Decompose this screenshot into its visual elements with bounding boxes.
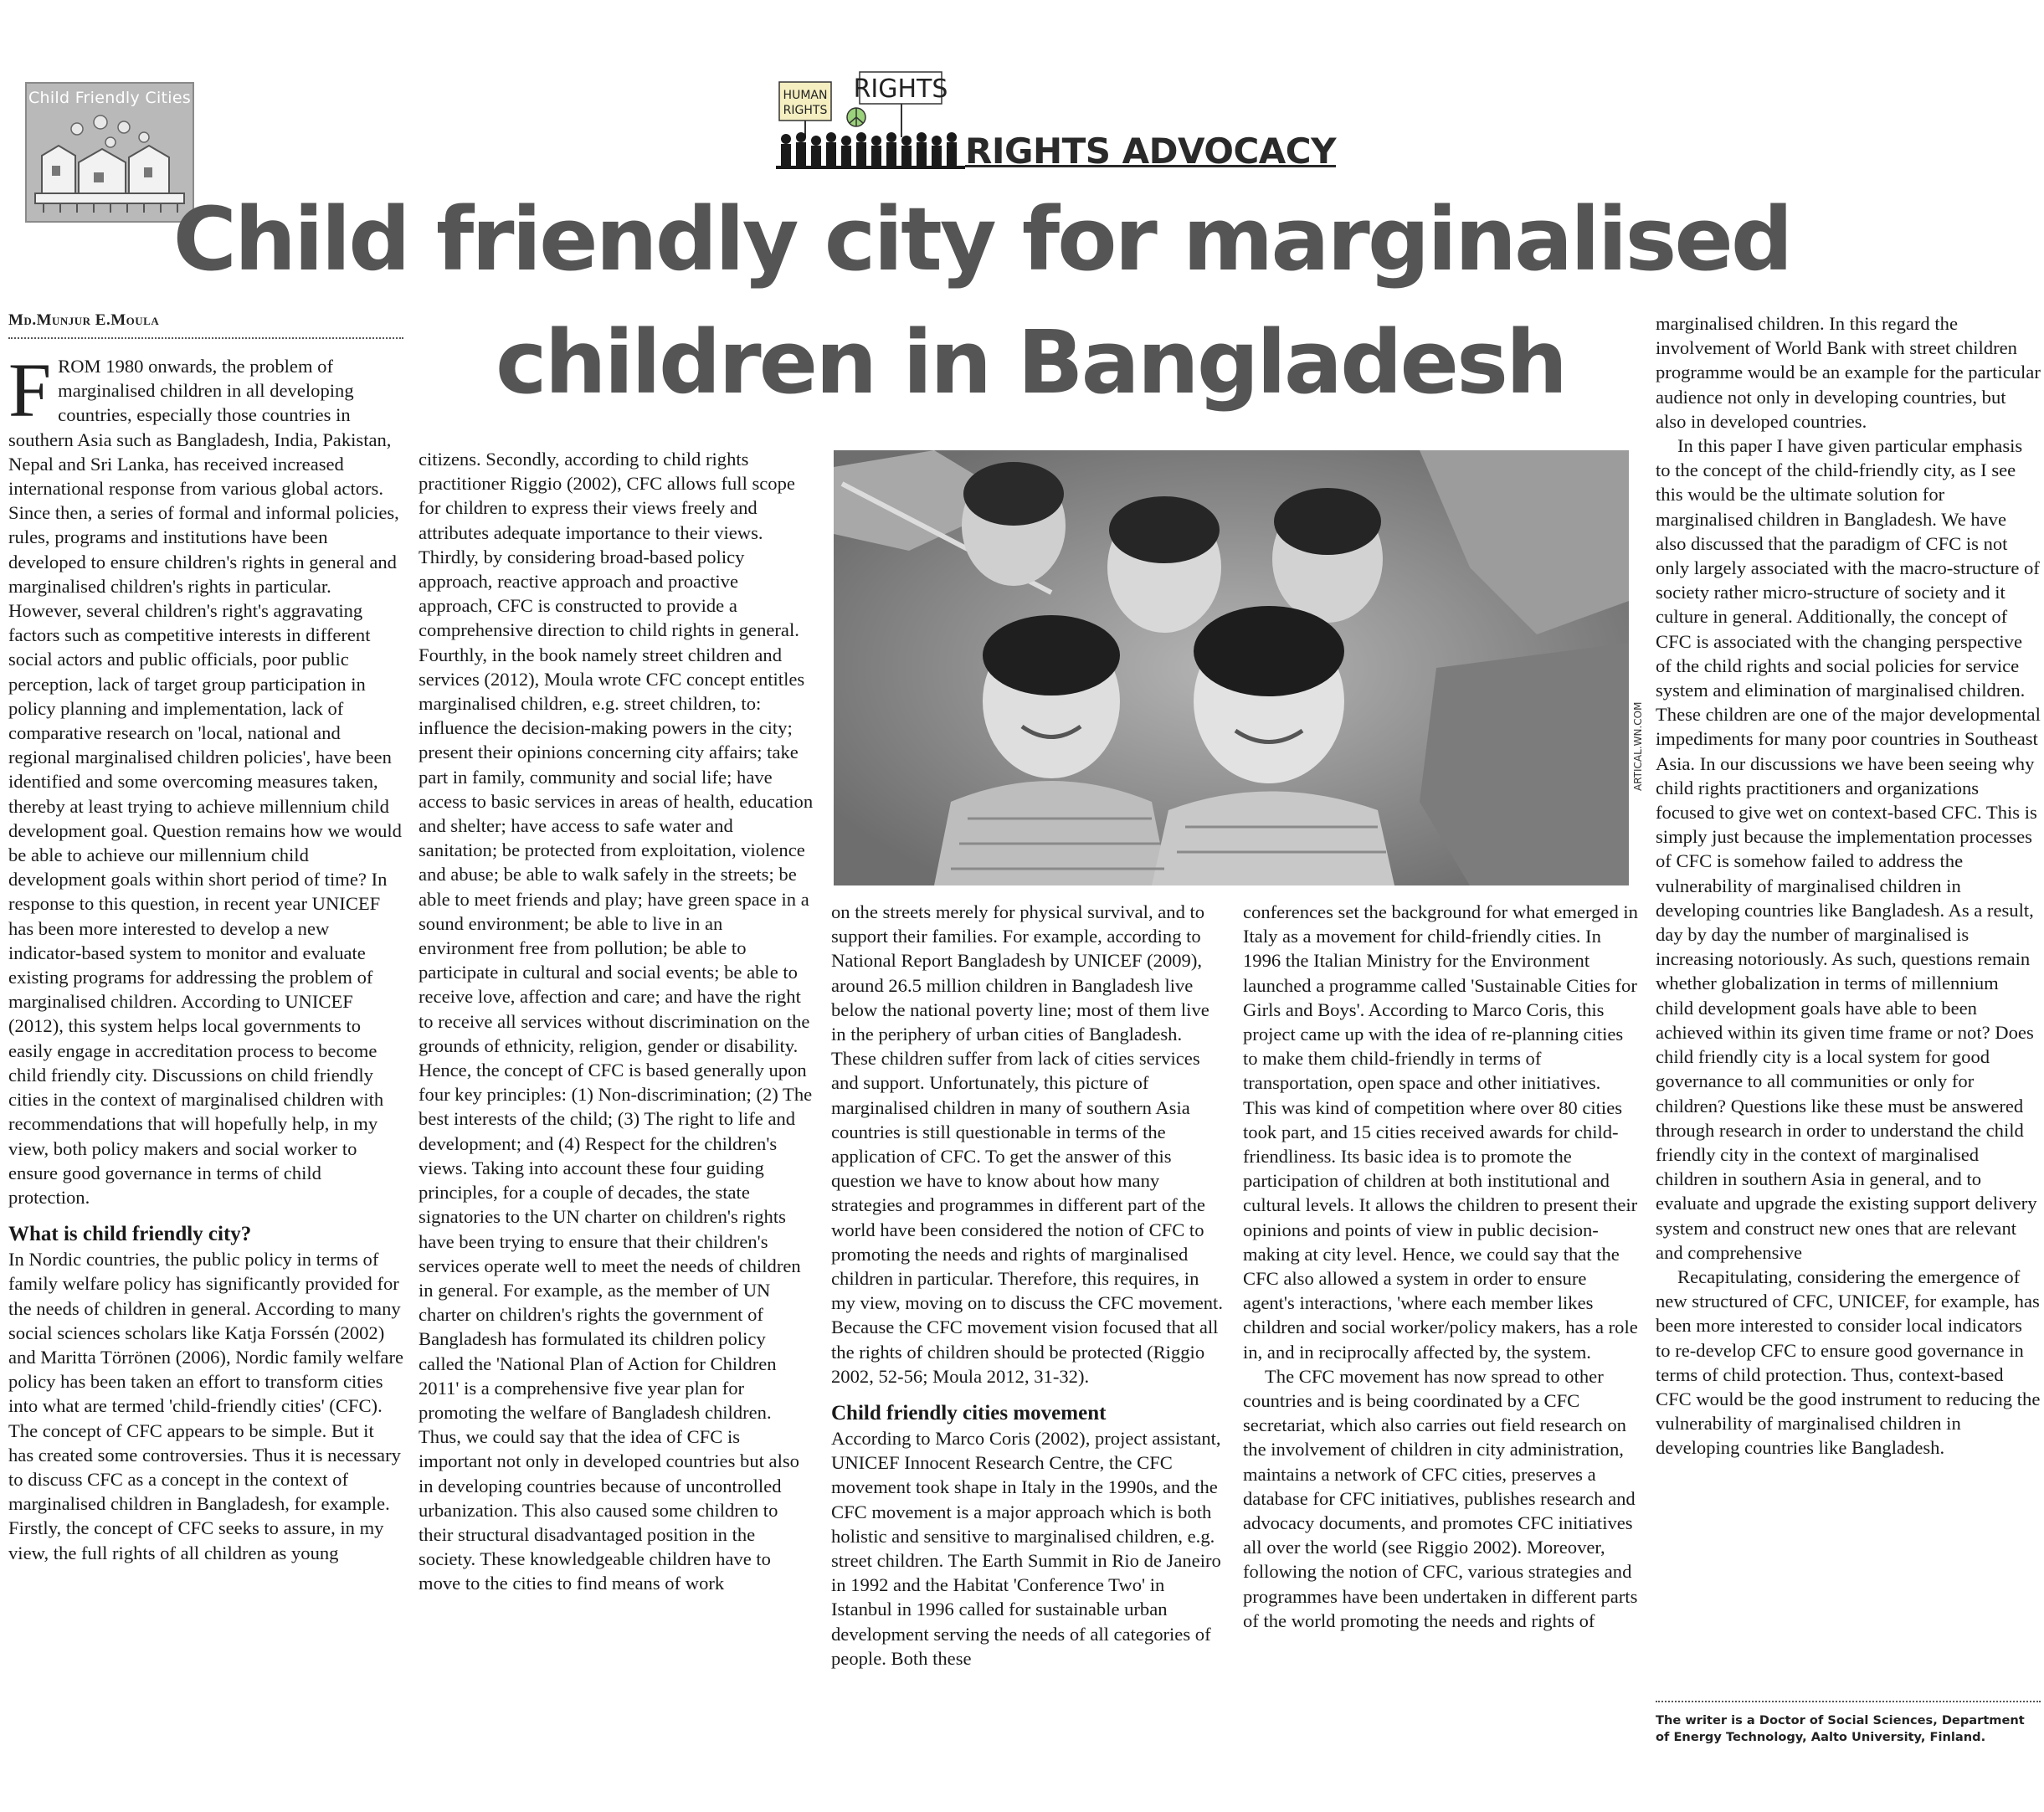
- paragraph: The CFC movement has now spread to other countries and is being coordinated by a CFC secretariat, which also carries out field research on the involvement of children in city administration, maintains a network of CFC cities, preserves a database for CFC initiatives, publishes research and advocacy documents, and promotes CFC initiatives all over the world (see Riggio 2002). Moreover, following the notion of CFC, various strategies and programmes have been undertaken in different parts of the world promoting the needs and rights of: [1243, 1365, 1638, 1631]
- lead-paragraph: [8, 347, 403, 1209]
- rights-sign-text: RIGHTS: [853, 74, 948, 104]
- author-note: The writer is a Doctor of Social Sciences, Department of Energy Technology, Aalto University, Finland.: [1656, 1713, 2025, 1744]
- article-column-4: [1243, 900, 1638, 1633]
- rights-advocacy-banner: [776, 69, 1337, 173]
- protest-crowd-icon: [776, 69, 965, 169]
- author-note-divider: [1656, 1701, 2041, 1702]
- child-figure: [962, 462, 1066, 586]
- paragraph: marginalised children. In this regard the involvement of World Bank with street children programme would be an example for the particular audience not only in developing countries, but also in developed countries.: [1656, 313, 2041, 432]
- human-rights-sign-text-top: HUMAN: [783, 89, 828, 102]
- paragraph: conferences set the background for what emerged in Italy as a movement for child-friendly cities. In 1996 the Italian Ministry for the Environment launched a programme called 'Sustainable Cities for Girls and Boys'. According to Marco Coris, this project came up with the idea of re-planning cities to make them child-friendly in terms of transportation, open space and other initiatives. This was kind of competition where over 80 cities took part, and 15 cities received awards for child-friendliness. Its basic idea is to promote the participation of children at both institutional and cultural levels. It allows the children to present their opinions and points of view in public decision-making at city level. Hence, we could say that the CFC also allowed a system in order to ensure agent's interactions, 'where each member likes children and social worker/policy makers, has a role in, and in reciprocally affected by, the system.: [1243, 901, 1638, 1363]
- subheading-what-is-cfc: What is child friendly city?: [8, 1223, 252, 1246]
- headline-line-1: Child friendly city for marginalised: [172, 188, 1791, 290]
- child-figure: [1194, 606, 1344, 783]
- drop-cap: F: [8, 347, 52, 433]
- byline-text: Md.Munjur E.Moula: [8, 311, 160, 329]
- article-column-2: [419, 447, 815, 1596]
- article-column-5: [1656, 311, 2041, 1460]
- byline-divider: [8, 337, 403, 339]
- paragraph: Recapitulating, considering the emergence of new structured of CFC, UNICEF, for example, has been more interested to consider local indicators to re-develop CFC to ensure good governance in terms of child protection. Thus, context-based CFC would be the good instrument to reducing the vulnerability of marginalised children in developing countries like Bangladesh.: [1656, 1265, 2041, 1459]
- logo-caption: Child Friendly Cities: [28, 89, 192, 107]
- paragraph: citizens. Secondly, according to child rights practitioner Riggio (2002), CFC allows full scope for children to express their views freely and attributes adequate importance to their views. Thirdly, by considering broad-based policy approach, reactive approach and proactive approach, CFC is constructed to provide a comprehensive direction to child rights in general. Fourthly, in the book namely street children and services (2012), Moula wrote CFC concept entitles marginalised children, e.g. street children, to: influence the decision-making powers in the city; present their opinions concerning city affairs; take part in family, community and social life; have access to basic services in areas of health, education and shelter; have access to safe water and sanitation; be protected from exploitation, violence and abuse; be able to walk safely in the streets; be able to meet friends and play; have green space in a sound environment; be able to live in an environment free from pollution; be able to participate in cultural and social events; be able to receive love, affection and care; and have the right to receive all services without discrimination on the grounds of ethnicity, religion, gender or disability. Hence, the concept of CFC is based generally upon four key principles: (1) Non-discrimination; (2) The best interests of the child; (3) The right to life and development; and (4) Respect for the children's views. Taking into account these four guiding principles, for a couple of decades, the state signatories to the UN charter on children's rights have been trying to ensure that their children's services operate well to meet the needs of children in general. For example, as the member of UN charter on children's rights the government of Bangladesh has formulated its children policy called the 'National Plan of Action for Children 2011' is a comprehensive five year plan for promoting the welfare of Bangladesh children. Thus, we could say that the idea of CFC is important not only in developed countries but also in developing countries because of uncontrolled urbanization. This also caused some children to their structural disadvantaged position in the society. These knowledgeable children have to move to the cities to find means of work: [419, 449, 814, 1594]
- child-figure: [983, 615, 1120, 778]
- article-column-1: [8, 347, 403, 1565]
- photo-image: [834, 450, 1629, 885]
- photo-credit: ARTICAL.WN.COM: [1632, 701, 1644, 791]
- child-figure: [1107, 496, 1221, 633]
- paragraph: on the streets merely for physical survival, and to support their families. For example, according to National Report Bangladesh by UNICEF (2009), around 26.5 million children in Bangladesh live below the national poverty line; most of them live in the periphery of urban cities of Bangladesh. These children suffer from lack of cities services and support. Unfortunately, this picture of marginalised children in many of southern Asia countries is still questionable in terms of the application of CFC. To get the answer of this question we have to know about how many strategies and programmes in different part of the world have been considered the notion of CFC to promoting the needs and rights of marginalised children in particular. Therefore, this requires, in my view, moving on to discuss the CFC movement. Because the CFC movement vision focused that all the rights of children should be protected (Riggio 2002, 52-56; Moula 2012, 31-32).: [831, 901, 1223, 1387]
- child-figure: [1272, 488, 1383, 623]
- children-photo: [834, 450, 1629, 885]
- subheading-cfc-movement: Child friendly cities movement: [831, 1402, 1107, 1425]
- article-column-3: [831, 900, 1226, 1671]
- paragraph: According to Marco Coris (2002), project assistant, UNICEF Innocent Research Centre, the CFC movement took shape in Italy in the 1990s, and the CFC movement is a major approach which is both holistic and sensitive to marginalised children, e.g. street children. The Earth Summit in Rio de Janeiro in 1992 and the Habitat 'Conference Two' in Istanbul in 1996 called for sustainable urban development serving the needs of all categories of people. Both these: [831, 1428, 1221, 1669]
- headline-line-2: children in Bangladesh: [495, 311, 1566, 413]
- section-title: RIGHTS ADVOCACY: [965, 131, 1337, 172]
- lead-paragraph-text: ROM 1980 onwards, the problem of marginalised children in all developing countries, especially those countries in southern Asia such as Bangladesh, India, Pakistan, Nepal and Sri Lanka, has received increased international response from various global actors. Since then, a series of formal and informal policies, rules, programs and institutions have been developed to ensure children's rights in general and marginalised children's rights in particular. However, several children's right's aggravating factors such as competitive interests in different social actors and public officials, poor public perception, lack of target group participation in policy planning and implementation, lack of comparative research on 'local, national and regional marginalised children policies', have been identified and some overcoming measures taken, thereby at least trying to achieve millennium child development goal. Question remains how we would be able to achieve our millennium child development goals within short period of time? In response to this question, in recent year UNICEF has been more interested to develop a new indicator-based system to monitor and evaluate existing programs for addressing the problem of marginalised children. According to UNICEF (2012), this system helps local governments to easily engage in accreditation process to become child friendly city. Discussions on child friendly cities in the context of marginalised children with recommendations that will hopefully help, in my view, both policy makers and social worker to ensure good governance in terms of child protection.: [8, 356, 402, 1208]
- paragraph: In this paper I have given particular emphasis to the concept of the child-friendly city, as I see this would be the ultimate solution for marginalised children in Bangladesh. We have also discussed that the paradigm of CFC is not only largely associated with the macro-structure of society rather micro-structure of society and it culture in general. Additionally, the concept of CFC is associated with the changing perspective of the child rights and social policies for service system and elimination of marginalised children. These children are one of the major developmental impediments for many poor countries in Southeast Asia. In our discussions we have been seeing why child rights practitioners and organizations focused to give wet on context-based CFC. This is simply just because the implementation processes of CFC is somehow failed to address the vulnerability of marginalised children in developing countries like Bangladesh. As a result, day by day the number of marginalised is increasing notoriously. As such, questions remain whether globalization in terms of millennium child development goals have able to been achieved within its given time frame or not? Does child friendly city is a local system for good governance to all communities or only for children? Questions like these must be answered through research in order to understand the child friendly city in the context of marginalised children in southern Asia in general, and to evaluate and upgrade the existing support delivery system and construct new ones that are relevant and comprehensive: [1656, 435, 2041, 1263]
- human-rights-sign-text-bottom: RIGHTS: [783, 104, 828, 117]
- byline: [8, 311, 159, 330]
- paragraph: In Nordic countries, the public policy in terms of family welfare policy has significantly provided for the needs of children in general. According to many social sciences scholars like Katja Forssén (2002) and Maritta Törrönen (2006), Nordic family welfare policy has been taken an effort to transform cities into what are termed 'child-friendly cities' (CFC). The concept of CFC appears to be simple. But it has created some controversies. Thus it is necessary to discuss CFC as a concept in the context of marginalised children in Bangladesh, for example. Firstly, the concept of CFC seeks to assure, in my view, the full rights of all children as young: [8, 1249, 403, 1563]
